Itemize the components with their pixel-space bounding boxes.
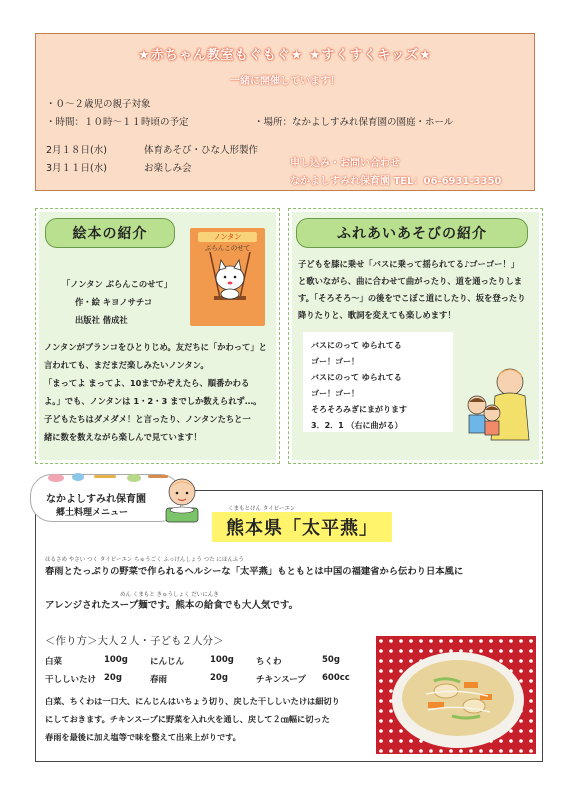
child-eating-illustration [158, 474, 206, 526]
nursery-name: なかよしすみれ保育園 [46, 494, 146, 505]
play-panel-heading: ふれあいあそびの紹介 [296, 218, 528, 248]
soup-bowl-illustration [376, 636, 536, 754]
event-banner [35, 33, 535, 191]
book-publisher-line: 出版社 偕成社 [75, 315, 128, 325]
schedule-date-1: 2月１８日(水) [46, 145, 107, 156]
ingredient-name: にんじん [150, 657, 185, 667]
banner-target: ・０～２歳児の親子対象 [46, 99, 151, 110]
book-description: ノンタンがブランコをひとりじめ。友だちに「かわって」と 言われても、まだまだ楽しみたいノンタン。 「まってよ まってよ、10までかぞえたら、順番かわる よ。」でも、ノンタンは 1・2・3 までしか数えられず…。 子どもたちはダメダメ！と言ったり、ノンタンたちと一 緒に数を数えながら楽しんで見ています！ [44, 342, 267, 442]
dish-title: 熊本県「太平燕」 [212, 512, 392, 542]
song-line: バスにのって ゆられてる [311, 341, 402, 350]
ingredient-amount: 100g [210, 655, 234, 665]
soup-photo [376, 636, 536, 754]
ingredient-amount: 20g [104, 673, 122, 683]
book-panel-heading: 絵本の紹介 [45, 218, 175, 248]
song-line: そろそろみぎにまがります [311, 405, 407, 414]
recipe-steps: 白菜、ちくわは一口大、にんじんはいちょう切り、戻した干ししいたけは細切り にしておきます。チキンスープに野菜を入れ火を通し、戻して２㎝幅に切った 春雨を最後に加え塩等で味を整えて出来上がりです。 [45, 696, 340, 742]
book-cover-title: ノンタン [198, 232, 257, 242]
book-cover-subtitle: ぶらんこのせて [204, 244, 251, 252]
ingredient-name: ちくわ [256, 657, 282, 667]
parent-child-illustration [455, 360, 535, 450]
cat-on-swing-illustration [190, 228, 265, 326]
ingredient-amount: 20g [210, 673, 228, 683]
contact-label: 申し込み・お問い合わせ [290, 158, 400, 169]
banner-subtitle: 一緒に開催しています！ [230, 76, 340, 87]
song-line: バスにのって ゆられてる [311, 373, 402, 382]
ingredient-name: 白菜 [45, 657, 63, 667]
schedule-event-1: 体育あそび・ひな人形製作 [144, 145, 259, 156]
ingredient-name: チキンスープ [256, 675, 306, 685]
intro-line-2: アレンジされたスープ麺です。熊本の給食でも大人気です。 [45, 600, 299, 611]
ingredient-amount: 50g [322, 655, 340, 665]
banner-place: ・場所：なかよしすみれ保育園の園庭・ホール [254, 117, 454, 128]
song-line: 3．2．1 （右に曲がる） [311, 421, 403, 430]
ingredient-name: 干ししいたけ [45, 675, 97, 685]
ingredient-amount: 100g [104, 655, 128, 665]
howto-title: ＜作り方＞大人２人・子ども２人分＞ [45, 635, 224, 647]
banner-time: ・時間：１０時～１１時頃の予定 [46, 117, 189, 128]
intro-ruby-2: めん くまもと きゅうしょく だいにんき [120, 592, 219, 598]
play-description: 子どもを膝に乗せ「バスに乗って揺られてる♪ゴーゴー！」 と歌いながら、曲に合わせて曲がったり、道を通ったりしま す。「そろそろ～」の後をでこぼこ道にしたり、坂を登ったり 降りたりと、歌詞を変えても楽しめます！ [298, 259, 526, 320]
song-lyrics-box [303, 332, 453, 432]
schedule-event-2: お楽しみ会 [144, 163, 192, 174]
intro-ruby-1: はるさめ やさい つく タイピーエン ちゅうごく ふっけんしょう つた にほんふう [45, 557, 244, 563]
book-title-line: 「ノンタン ぶらんこのせて」 [62, 279, 173, 289]
book-cover-image [190, 228, 265, 326]
ingredient-amount: 600cc [322, 673, 350, 683]
schedule-date-2: 3月１１日(水) [46, 163, 107, 174]
song-line: ゴー！ゴー！ [311, 357, 359, 366]
book-author-line: 作・絵 キヨノサチコ [75, 297, 153, 307]
song-line: ゴー！ゴー！ [311, 389, 359, 398]
ingredient-name: 春雨 [150, 675, 168, 685]
contact-line: なかよしすみれ保育園 TEL：06-6931-3350 [290, 176, 502, 187]
banner-title: ★赤ちゃん教室もぐもぐ★ ★すくすくキッズ★ [138, 48, 432, 63]
dish-title-ruby: くまもとけん タイピーエン [228, 506, 296, 512]
intro-line-1: 春雨とたっぷりの野菜で作られるヘルシーな「太平燕」もともとは中国の福建省から伝わり日本風に [45, 566, 464, 577]
menu-label: 郷土料理メニュー [56, 508, 129, 518]
